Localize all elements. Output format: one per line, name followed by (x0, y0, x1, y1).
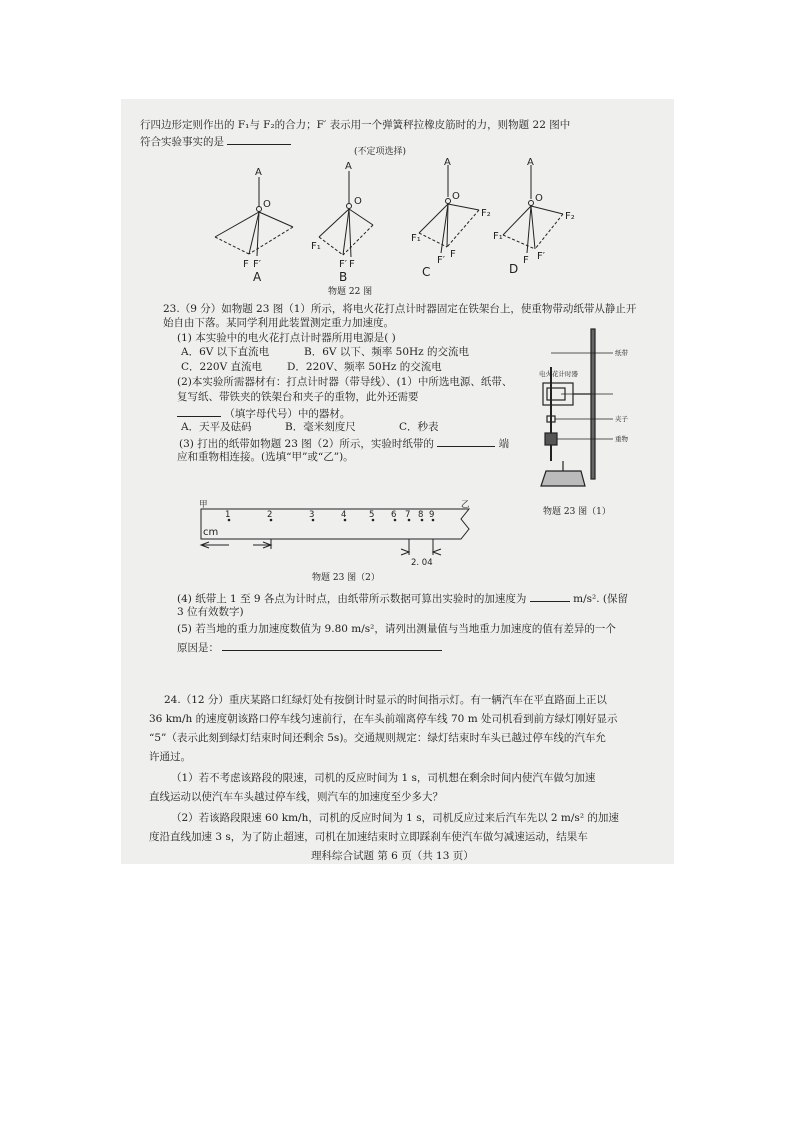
q24-line2: 36 km/h 的速度朝该路口停车线匀速前行，在车头前端离停车线 70 m 处司机看到前方绿灯刚好显示 (149, 713, 618, 725)
q22-option-d-diagram (503, 165, 563, 253)
q23-part4-line2: 3 位有效数字) (177, 606, 244, 618)
tape-dot-2: 2 (267, 510, 273, 520)
q23-part1-option-c: C．220V 直流电 (181, 361, 262, 373)
q23-part2-option-b: B．毫米刻度尺 (285, 421, 356, 433)
q23-part4-line1 (177, 590, 628, 606)
q22-c-label-3: F′ (437, 255, 446, 266)
q23-part1-option-a: A．6V 以下直流电 (181, 346, 270, 358)
q23-part5-blank (222, 639, 442, 651)
page-footer: 理科综合试题 第 6 页（共 13 页） (311, 850, 474, 862)
stand-base (541, 471, 585, 486)
q22-option-a-diagram (215, 177, 293, 256)
exam-page-photo (121, 99, 674, 864)
q23-figure1-caption: 物题 23 图（1） (543, 507, 611, 517)
q23-part5-text: 原因是： (177, 642, 219, 654)
q22-d-label-1: F₁ (493, 231, 503, 242)
q23-intro-2: 始自由下落。某同学利用此装置测定重力加速度。 (163, 317, 394, 329)
q23-part4-unit: m/s². (保留 (573, 593, 628, 605)
q22-a-label-1: F (243, 259, 249, 270)
weight-block (545, 433, 557, 445)
q22-option-b-diagram (319, 171, 373, 257)
q24-line1: 24.（12 分）重庆某路口红绿灯处有按倒计时显示的时间指示灯。有一辆汽车在平直路面上正以 (164, 694, 607, 706)
q23-part1-option-d: D．220V、频率 50Hz 的交流电 (287, 361, 442, 373)
q23-part1: (1) 本实验中的电火花打点计时器所用电源是( ) (177, 332, 396, 344)
q22-b-point-o: O (354, 196, 362, 207)
label-weight: 重物 (615, 435, 628, 443)
tape-measure: 2. 04 (411, 558, 433, 567)
q23-part4-text: (4) 纸带上 1 至 9 各点为计时点，由纸带所示数据可算出实验时的加速度为 (177, 593, 527, 605)
q22-d-label-2: F₂ (565, 211, 575, 222)
stand-rod (591, 329, 595, 479)
tape-dot-3: 3 (309, 510, 315, 520)
q23-part1-option-b: B．6V 以下、频率 50Hz 的交流电 (304, 346, 470, 358)
q22-b-point-a: A (345, 161, 352, 172)
q23-figure1 (521, 321, 641, 521)
q23-part2-line3 (177, 405, 350, 421)
q22-c-point-o: O (452, 191, 460, 202)
q22-d-label-4: F′ (537, 251, 546, 262)
tape-dot-7: 7 (405, 510, 411, 520)
q23-part2-option-c: C．秒表 (399, 421, 439, 433)
q24-sub2-line1: （2）若该路段限速 60 km/h，司机的反应时间为 1 s，司机反应过来后汽车先以 2 m/s² 的加速 (171, 812, 619, 824)
q24-sub2-line2: 度沿直线加速 3 s，为了防止超速，司机在加速结束时立即踩刹车使汽车做匀减速运动，结果车 (149, 831, 588, 843)
q23-part2-line3-text: （填字母代号）中的器材。 (224, 408, 351, 420)
label-clip: 夹子 (615, 415, 628, 423)
label-tape: 纸带 (615, 349, 628, 357)
q22-figure (201, 157, 581, 287)
q22-c-label-1: F₁ (411, 233, 421, 244)
q23-part3-line1 (179, 435, 509, 451)
q23-part4-blank (530, 590, 570, 602)
tape-left-end: 甲 (199, 500, 208, 510)
q23-part2-line1: (2)本实验所需器材有：打点计时器（带导线）、(1）中所选电源、纸带、 (177, 376, 513, 388)
tape-dot-6: 6 (391, 510, 397, 520)
q24-sub1-line1: （1）若不考虑该路段的限速，司机的反应时间为 1 s，司机想在剩余时间内使汽车做匀加速 (171, 772, 596, 784)
q22-option-b: B (339, 270, 348, 284)
q22-d-label-3: F (523, 255, 529, 266)
q22-option-c-diagram (419, 165, 479, 253)
tape-dot-9: 9 (429, 510, 435, 520)
q22-option-c: C (422, 265, 431, 279)
tape-dots (228, 519, 435, 522)
q23-part2-line2: 复写纸、带铁夹的铁架台和夹子的重物，此外还需要 (177, 391, 419, 403)
q23-intro-1: 23.（9 分）如物题 23 图（1）所示，将电火花打点计时器固定在铁架台上，使重物带动纸带从静止开 (163, 303, 637, 315)
q24-sub1-line2: 直线运动以使汽车车头越过停车线，则汽车的加速度至少多大？ (149, 791, 443, 803)
tape-dot-8: 8 (418, 510, 424, 520)
q23-part5-line2 (177, 639, 442, 655)
q22-figure-caption: 物题 22 图 (328, 287, 373, 297)
q22-option-d: D (509, 262, 519, 276)
q22-d-point-o: O (535, 193, 543, 204)
q22-answer-blank (227, 133, 291, 145)
q23-part5-line1: (5) 若当地的重力加速度数值为 9.80 m/s²，请列出测量值与当地重力加速度的值有差异的一个 (177, 623, 616, 635)
q22-c-label-2: F₂ (481, 208, 491, 219)
tape-right-end: 乙 (461, 500, 470, 510)
q23-part3-blank (437, 435, 495, 447)
q23-figure2-tape (189, 497, 489, 567)
q23-part2-blank (177, 405, 221, 417)
q22-c-point-a: A (444, 157, 451, 168)
q23-part2-option-a: A．天平及砝码 (181, 421, 252, 433)
q23-part3-text: (3) 打出的纸带如物题 23 图（2）所示，实验时纸带的 (179, 438, 434, 450)
q23-part3-line2: 应和重物相连接。(选填“甲”或“乙”)。 (177, 451, 354, 463)
q22-a-label-2: F′ (253, 259, 262, 270)
q22-b-label-1: F₁ (311, 241, 321, 252)
q22-b-label-3: F (349, 259, 355, 270)
q22-c-label-4: F (450, 249, 456, 260)
q22-option-a: A (253, 270, 262, 284)
q24-line3: “5”（表示此刻到绿灯结束时间还剩余 5s)。交通规则规定：绿灯结束时车头已越过停车线的汽车允 (149, 732, 606, 744)
q22-point-a: A (255, 167, 262, 178)
label-timer: 电火花计时器 (539, 370, 578, 378)
q22-line2-text: 符合实验事实的是 (140, 136, 224, 148)
q22-line2 (140, 133, 291, 149)
q24-line4: 许通过。 (149, 751, 191, 763)
tape-dot-5: 5 (369, 510, 375, 520)
q23-figure2-caption: 物题 23 图（2） (312, 573, 380, 583)
q23-part3-end: 端 (498, 438, 510, 450)
q22-d-point-a: A (527, 157, 534, 168)
q22-b-label-2: F′ (339, 259, 348, 270)
q22-line1: 行四边形定则作出的 F₁与 F₂的合力；F′ 表示用一个弹簧秤拉橡皮筋时的力，则物题 22 图中 (140, 119, 571, 131)
tape-dot-4: 4 (341, 510, 347, 520)
q22-point-o: O (263, 199, 271, 210)
tape-unit: cm (203, 527, 219, 538)
tape-dot-1: 1 (225, 510, 231, 520)
q22-note: (不定项选择) (354, 147, 407, 157)
